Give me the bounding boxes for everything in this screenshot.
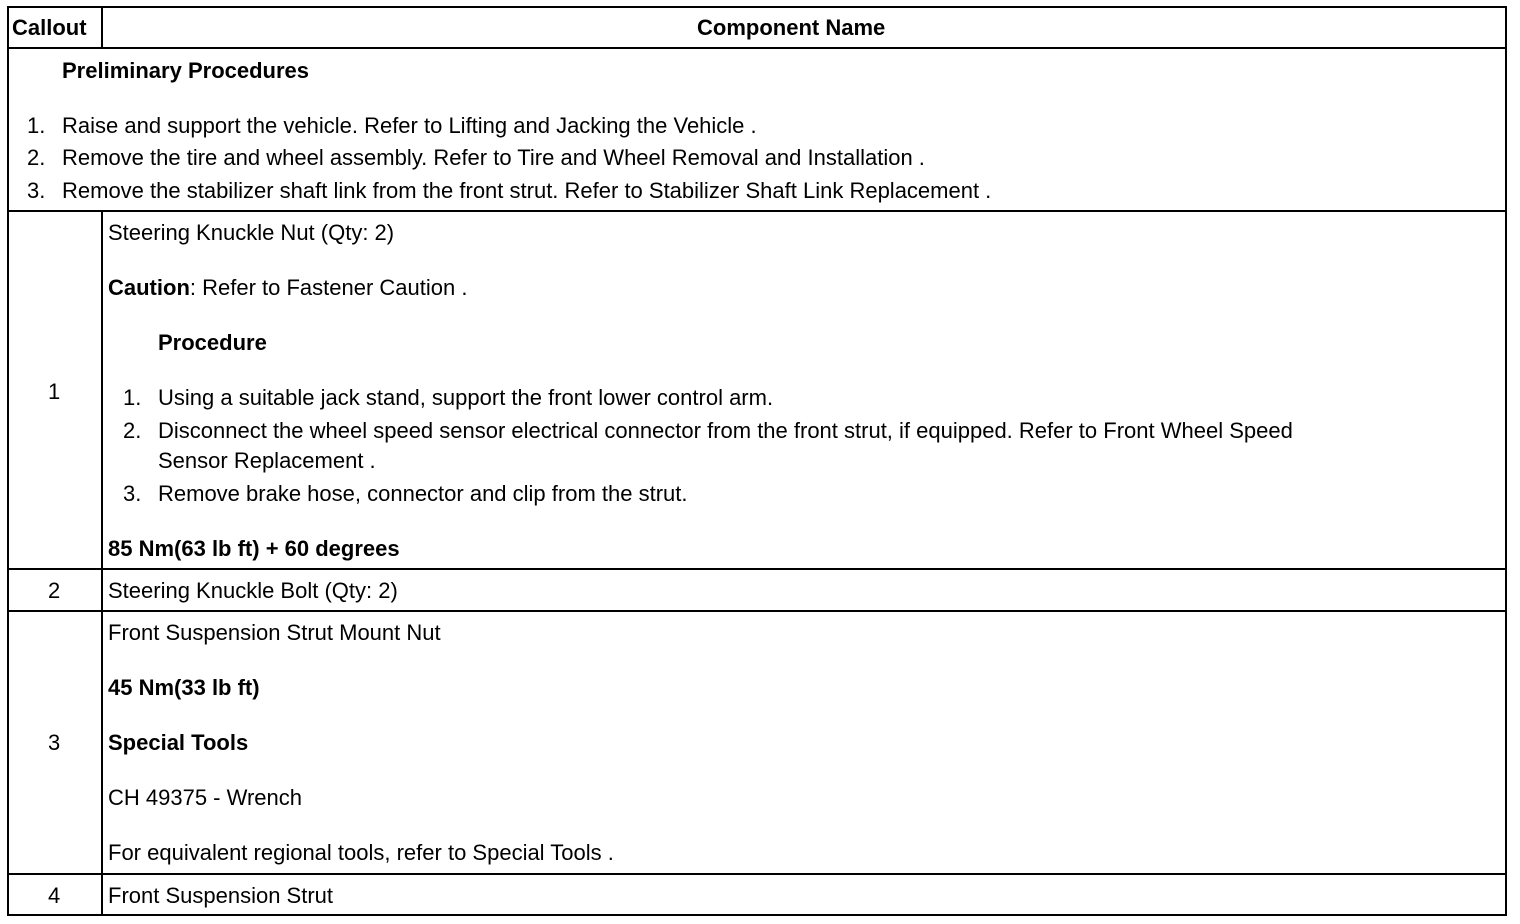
column-divider [101, 6, 103, 49]
preliminary-step-text: Remove the tire and wheel assembly. Refer to Tire and Wheel Removal and Installation . [62, 145, 925, 170]
procedure-title: Procedure [158, 330, 267, 355]
header-component-name: Component Name [697, 15, 886, 40]
caution-note [108, 277, 467, 299]
procedure-step-num: 2. [123, 418, 142, 443]
row-divider [7, 873, 1507, 875]
table-border-bottom [7, 914, 1507, 916]
procedure-step-text: Remove brake hose, connector and clip from the strut. [158, 481, 688, 506]
header-divider [7, 47, 1507, 49]
procedure-step-num: 1. [123, 385, 142, 410]
preliminary-step-text: Raise and support the vehicle. Refer to Lifting and Jacking the Vehicle . [62, 113, 757, 138]
regional-tools-note: For equivalent regional tools, refer to Special Tools . [108, 840, 614, 865]
component-name: Front Suspension Strut Mount Nut [108, 620, 441, 645]
special-tools-title: Special Tools [108, 730, 249, 755]
row-callout: 4 [48, 883, 61, 908]
row-callout: 2 [48, 578, 61, 603]
torque-spec: 45 Nm(33 lb ft) [108, 675, 260, 700]
column-divider [101, 210, 103, 916]
preliminary-step-num: 3. [27, 178, 46, 203]
preliminary-step-text: Remove the stabilizer shaft link from the front strut. Refer to Stabilizer Shaft Link Replacement . [62, 178, 992, 203]
row-callout: 1 [48, 379, 61, 404]
procedure-step-text-continued: Sensor Replacement . [158, 448, 376, 473]
row-divider [7, 610, 1507, 612]
procedure-step-text: Disconnect the wheel speed sensor electrical connector from the front strut, if equipped. Refer to Front Wheel Speed [158, 418, 1293, 443]
special-tool-item: CH 49375 - Wrench [108, 785, 303, 810]
procedure-step-text: Using a suitable jack stand, support the front lower control arm. [158, 385, 774, 410]
preliminary-step-num: 1. [27, 113, 46, 138]
table-border-right [1505, 6, 1507, 916]
torque-spec: 85 Nm(63 lb ft) + 60 degrees [108, 536, 400, 561]
caution-text: : Refer to Fastener Caution . [189, 275, 468, 300]
row-divider [7, 210, 1507, 212]
header-callout: Callout [12, 15, 87, 40]
component-name: Front Suspension Strut [108, 883, 334, 908]
table-border-left [7, 6, 9, 916]
preliminary-title: Preliminary Procedures [62, 58, 310, 83]
procedure-step-num: 3. [123, 481, 142, 506]
row-callout: 3 [48, 730, 61, 755]
caution-label: Caution [108, 275, 190, 300]
component-name: Steering Knuckle Bolt (Qty: 2) [108, 578, 398, 603]
preliminary-step-num: 2. [27, 145, 46, 170]
row-divider [7, 568, 1507, 570]
component-name: Steering Knuckle Nut (Qty: 2) [108, 220, 395, 245]
table-border-top [7, 6, 1507, 8]
